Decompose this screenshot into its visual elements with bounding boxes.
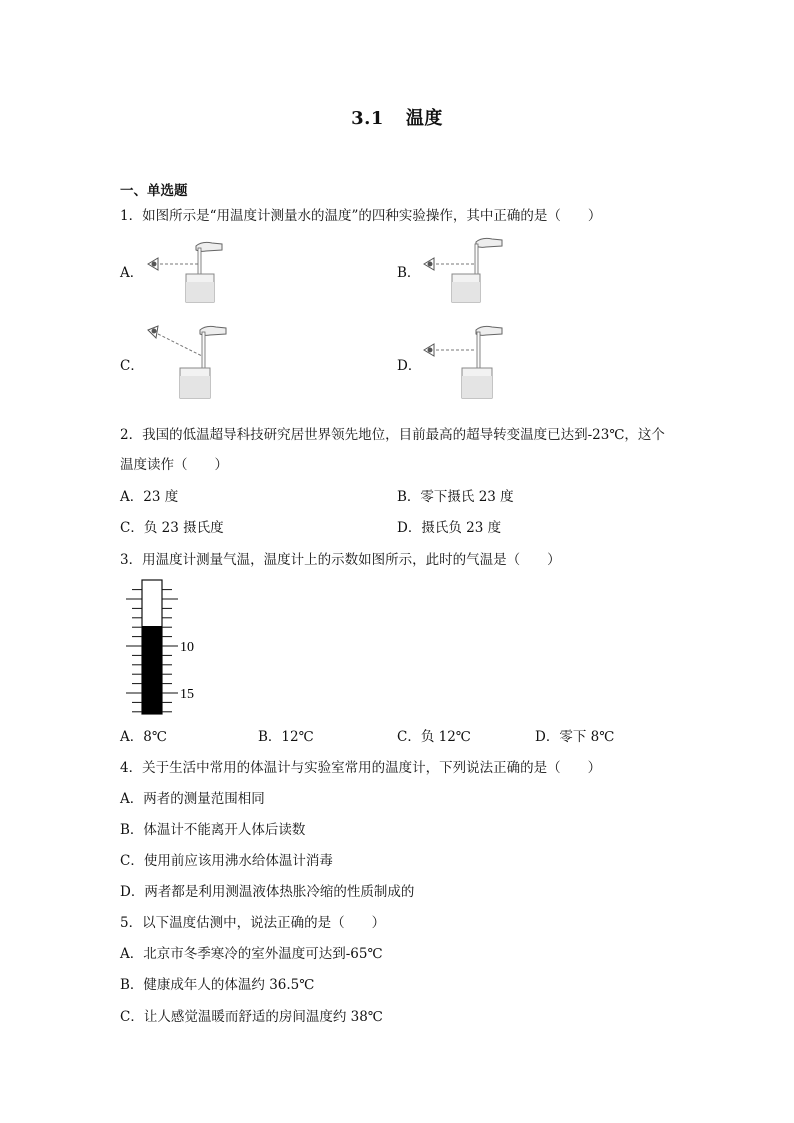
- q1-option-b: B．: [397, 265, 421, 281]
- q1-option-c: C．: [120, 358, 144, 374]
- thermometer-liquid-column: [142, 626, 162, 714]
- title-text: 温度: [405, 108, 443, 129]
- q2-option-d: D．摄氏负 23 度: [397, 520, 502, 536]
- q1-figure-d: [420, 322, 530, 402]
- hand-icon: [476, 238, 502, 247]
- beaker-icon: [186, 274, 214, 302]
- q1-figure-c: [140, 322, 250, 402]
- q1-figure-b: [420, 238, 530, 308]
- q2-option-b: B．零下摄氏 23 度: [397, 489, 514, 505]
- q2-stem-line1: 2．我国的低温超导科技研究居世界领先地位，目前最高的超导转变温度已达到-23℃，这个: [120, 427, 665, 443]
- q5-option-b: B．健康成年人的体温约 36.5℃: [120, 977, 315, 993]
- q3-option-d: D．零下 8℃: [535, 729, 615, 745]
- q5-option-c: C．让人感觉温暖而舒适的房间温度约 38℃: [120, 1009, 383, 1025]
- section-heading: 一、单选题: [120, 183, 188, 199]
- q2-option-a: A．23 度: [120, 489, 179, 505]
- q4-option-c: C．使用前应该用沸水给体温计消毒: [120, 853, 333, 869]
- q3-option-c: C．负 12℃: [397, 729, 471, 745]
- eye-icon: [424, 258, 434, 270]
- scale-label-15: 15: [180, 687, 194, 702]
- q4-option-d: D．两者都是利用测温液体热胀冷缩的性质制成的: [120, 884, 415, 900]
- eye-icon: [148, 258, 158, 270]
- title-number: 3.1: [351, 108, 384, 129]
- q3-option-a: A．8℃: [120, 729, 167, 745]
- q1-option-a: A．: [120, 265, 144, 281]
- q4-stem: 4．关于生活中常用的体温计与实验室常用的温度计，下列说法正确的是（ ）: [120, 760, 602, 776]
- q5-option-a: A．北京市冬季寒冷的室外温度可达到-65℃: [120, 946, 383, 962]
- q5-stem: 5．以下温度估测中，说法正确的是（ ）: [120, 915, 386, 931]
- scale-label-10: 10: [180, 640, 194, 655]
- q3-thermometer: [118, 580, 218, 720]
- beaker-icon: [452, 274, 480, 302]
- eye-icon: [424, 344, 434, 356]
- q1-option-d: D．: [397, 358, 422, 374]
- q2-stem-line2: 温度读作（ ）: [120, 457, 228, 473]
- beaker-icon: [180, 368, 210, 398]
- q4-option-b: B．体温计不能离开人体后读数: [120, 822, 306, 838]
- beaker-icon: [462, 368, 492, 398]
- eye-icon: [148, 326, 158, 338]
- page-title: [0, 104, 794, 130]
- q3-stem: 3．用温度计测量气温，温度计上的示数如图所示，此时的气温是（ ）: [120, 552, 561, 568]
- q1-stem: 1．如图所示是“用温度计测量水的温度”的四种实验操作，其中正确的是（ ）: [120, 208, 602, 224]
- q3-option-b: B．12℃: [258, 729, 314, 745]
- q1-figure-a: [140, 238, 250, 308]
- q2-option-c: C．负 23 摄氏度: [120, 520, 224, 536]
- q4-option-a: A．两者的测量范围相同: [120, 791, 265, 807]
